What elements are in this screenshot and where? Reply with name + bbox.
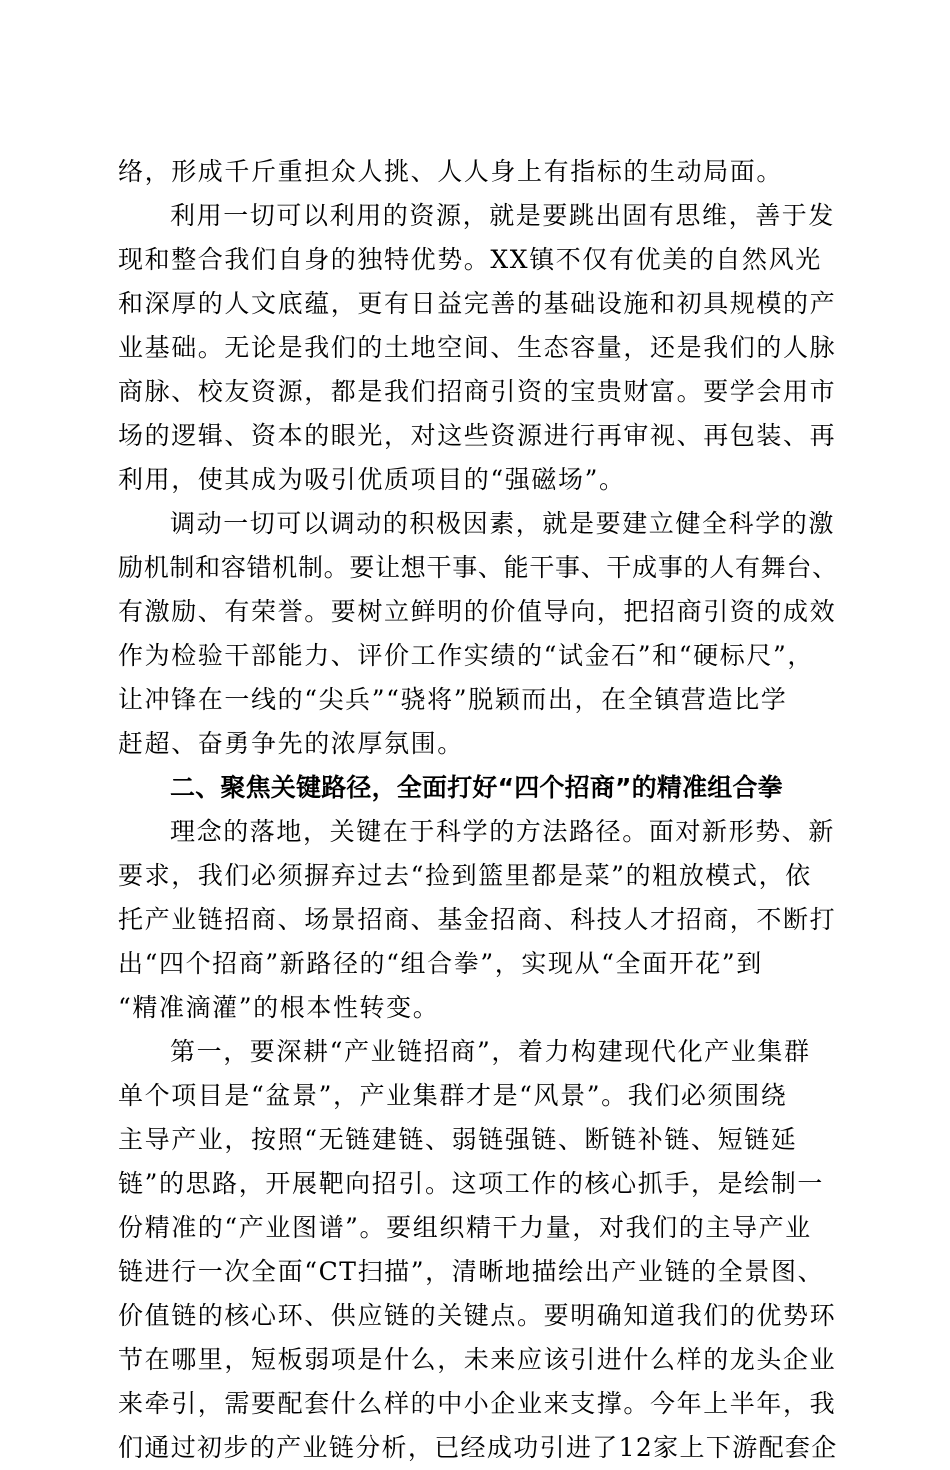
text-line: 利用一切可以利用的资源，就是要跳出固有思维，善于发 <box>170 201 836 230</box>
document-body <box>118 150 838 1470</box>
text-line: 链”的思路，开展靶向招引。这项工作的核心抓手，是绘制一 <box>118 1169 824 1198</box>
text-line: 络，形成千斤重担众人挑、人人身上有指标的生动局面。 <box>118 157 784 186</box>
text-line: 场的逻辑、资本的眼光，对这些资源进行再审视、再包装、再 <box>118 421 837 450</box>
text-line: 第一，要深耕“产业链招商”，着力构建现代化产业集群 <box>170 1037 811 1066</box>
text-line: 们通过初步的产业链分析，已经成功引进了12家上下游配套企 <box>118 1433 838 1462</box>
text-line: 主导产业，按照“无链建链、弱链强链、断链补链、短链延 <box>118 1125 798 1154</box>
text-line: 让冲锋在一线的“尖兵”“骁将”脱颖而出，在全镇营造比学 <box>118 685 788 714</box>
text-line: 来牵引，需要配套什么样的中小企业来支撑。今年上半年，我 <box>118 1389 837 1418</box>
text-line: 托产业链招商、场景招商、基金招商、科技人才招商，不断打 <box>118 905 837 934</box>
text-line: 调动一切可以调动的积极因素，就是要建立健全科学的激 <box>170 509 836 538</box>
text-line: 价值链的核心环、供应链的关键点。要明确知道我们的优势环 <box>118 1301 837 1330</box>
text-line: 节在哪里，短板弱项是什么，未来应该引进什么样的龙头企业 <box>118 1345 837 1374</box>
section-heading: 二、聚焦关键路径，全面打好“四个招商”的精准组合拳 <box>170 773 783 802</box>
text-line: 现和整合我们自身的独特优势。XX镇不仅有优美的自然风光 <box>118 245 822 274</box>
text-line: 有激励、有荣誉。要树立鲜明的价值导向，把招商引资的成效 <box>118 597 837 626</box>
text-line: 业基础。无论是我们的土地空间、生态容量，还是我们的人脉 <box>118 333 837 362</box>
text-line: 赶超、奋勇争先的浓厚氛围。 <box>118 729 464 758</box>
text-line: 和深厚的人文底蕴，更有日益完善的基础设施和初具规模的产 <box>118 289 837 318</box>
text-line: 链进行一次全面“CT扫描”，清晰地描绘出产业链的全景图、 <box>118 1257 825 1286</box>
text-line: 份精准的“产业图谱”。要组织精干力量，对我们的主导产业 <box>118 1213 812 1242</box>
text-line: “精准滴灌”的根本性转变。 <box>118 993 440 1022</box>
text-line: 商脉、校友资源，都是我们招商引资的宝贵财富。要学会用市 <box>118 377 837 406</box>
text-line: 要求，我们必须摒弃过去“捡到篮里都是菜”的粗放模式，依 <box>118 861 812 890</box>
text-line: 出“四个招商”新路径的“组合拳”，实现从“全面开花”到 <box>118 949 763 978</box>
text-line: 作为检验干部能力、评价工作实绩的“试金石”和“硬标尺”， <box>118 641 814 670</box>
text-line: 单个项目是“盆景”，产业集群才是“风景”。我们必须围绕 <box>118 1081 788 1110</box>
text-line: 理念的落地，关键在于科学的方法路径。面对新形势、新 <box>170 817 836 846</box>
text-line: 利用，使其成为吸引优质项目的“强磁场”。 <box>118 465 626 494</box>
text-line: 励机制和容错机制。要让想干事、能干事、干成事的人有舞台、 <box>118 553 838 582</box>
